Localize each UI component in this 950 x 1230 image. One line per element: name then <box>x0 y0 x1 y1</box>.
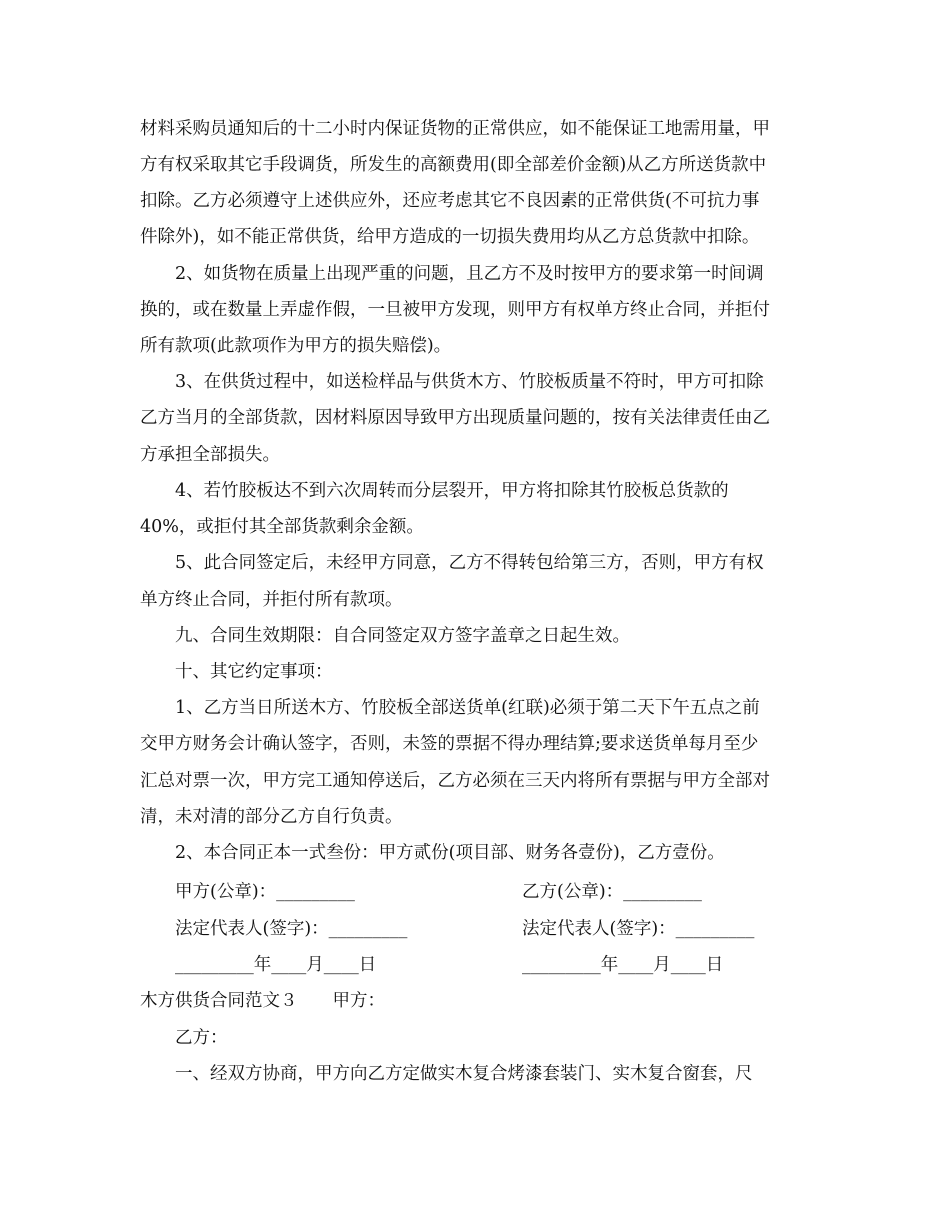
paragraph-line: 交甲方财务会计确认签字，否则，未签的票据不得办理结算;要求送货单每月至少 <box>140 734 759 754</box>
paragraph-line: 乙方当月的全部货款，因材料原因导致甲方出现质量问题的，按有关法律责任由乙 <box>140 408 770 428</box>
paragraph-line: 所有款项(此款项作为甲方的损失赔偿)。 <box>140 336 452 356</box>
paragraph-line: 3、在供货过程中，如送检样品与供货木方、竹胶板质量不符时，甲方可扣除 <box>175 372 764 392</box>
paragraph-line: 材料采购员通知后的十二小时内保证货物的正常供应，如不能保证工地需用量，甲 <box>140 119 770 139</box>
paragraph-line: 5、此合同签定后，未经甲方同意，乙方不得转包给第三方，否则，甲方有权 <box>175 553 764 573</box>
paragraph-line: 单方终止合同，并拒付所有款项。 <box>140 590 403 610</box>
paragraph-line: 方承担全部损失。 <box>140 445 280 465</box>
paragraph-line: 2、本合同正本一式叁份：甲方贰份(项目部、财务各壹份)，乙方壹份。 <box>175 843 725 863</box>
paragraph-line: 件除外)，如不能正常供货，给甲方造成的一切损失费用均从乙方总货款中扣除。 <box>140 227 760 247</box>
next-contract-clause-one: 一、经双方协商，甲方向乙方定做实木复合烤漆套装门、实木复合窗套，尺 <box>175 1064 753 1084</box>
paragraph-line: 换的，或在数量上弄虚作假，一旦被甲方发现，则甲方有权单方终止合同，并拒付 <box>140 300 770 320</box>
party-a-representative-line: 法定代表人(签字)：_________ <box>175 919 408 939</box>
party-a-date-line: _________年____月____日 <box>175 955 377 975</box>
paragraph-line: 2、如货物在质量上出现严重的问题，且乙方不及时按甲方的要求第一时间调 <box>175 264 764 284</box>
next-contract-title: 木方供货合同范文３ 甲方： <box>140 991 385 1011</box>
paragraph-line: 九、合同生效期限：自合同签定双方签字盖章之日起生效。 <box>175 626 630 646</box>
paragraph-line: 扣除。乙方必须遵守上述供应外，还应考虑其它不良因素的正常供货(不可抗力事 <box>140 191 760 211</box>
party-a-seal-line: 甲方(公章)：_________ <box>175 882 355 902</box>
next-contract-party-b: 乙方： <box>175 1028 228 1048</box>
paragraph-line: 清，未对清的部分乙方自行负责。 <box>140 807 403 827</box>
party-b-seal-line: 乙方(公章)：_________ <box>522 882 702 902</box>
paragraph-line: 方有权采取其它手段调货，所发生的高额费用(即全部差价金额)从乙方所送货款中 <box>140 155 767 175</box>
paragraph-line: 1、乙方当日所送木方、竹胶板全部送货单(红联)必须于第二天下午五点之前 <box>175 698 760 718</box>
paragraph-line: 40%，或拒付其全部货款剩余金额。 <box>140 517 424 537</box>
paragraph-line: 4、若竹胶板达不到六次周转而分层裂开，甲方将扣除其竹胶板总货款的 <box>175 481 729 501</box>
party-b-date-line: _________年____月____日 <box>522 955 724 975</box>
party-b-representative-line: 法定代表人(签字)：_________ <box>522 919 755 939</box>
paragraph-line: 汇总对票一次，甲方完工通知停送后，乙方必须在三天内将所有票据与甲方全部对 <box>140 771 770 791</box>
paragraph-line: 十、其它约定事项： <box>175 662 333 682</box>
